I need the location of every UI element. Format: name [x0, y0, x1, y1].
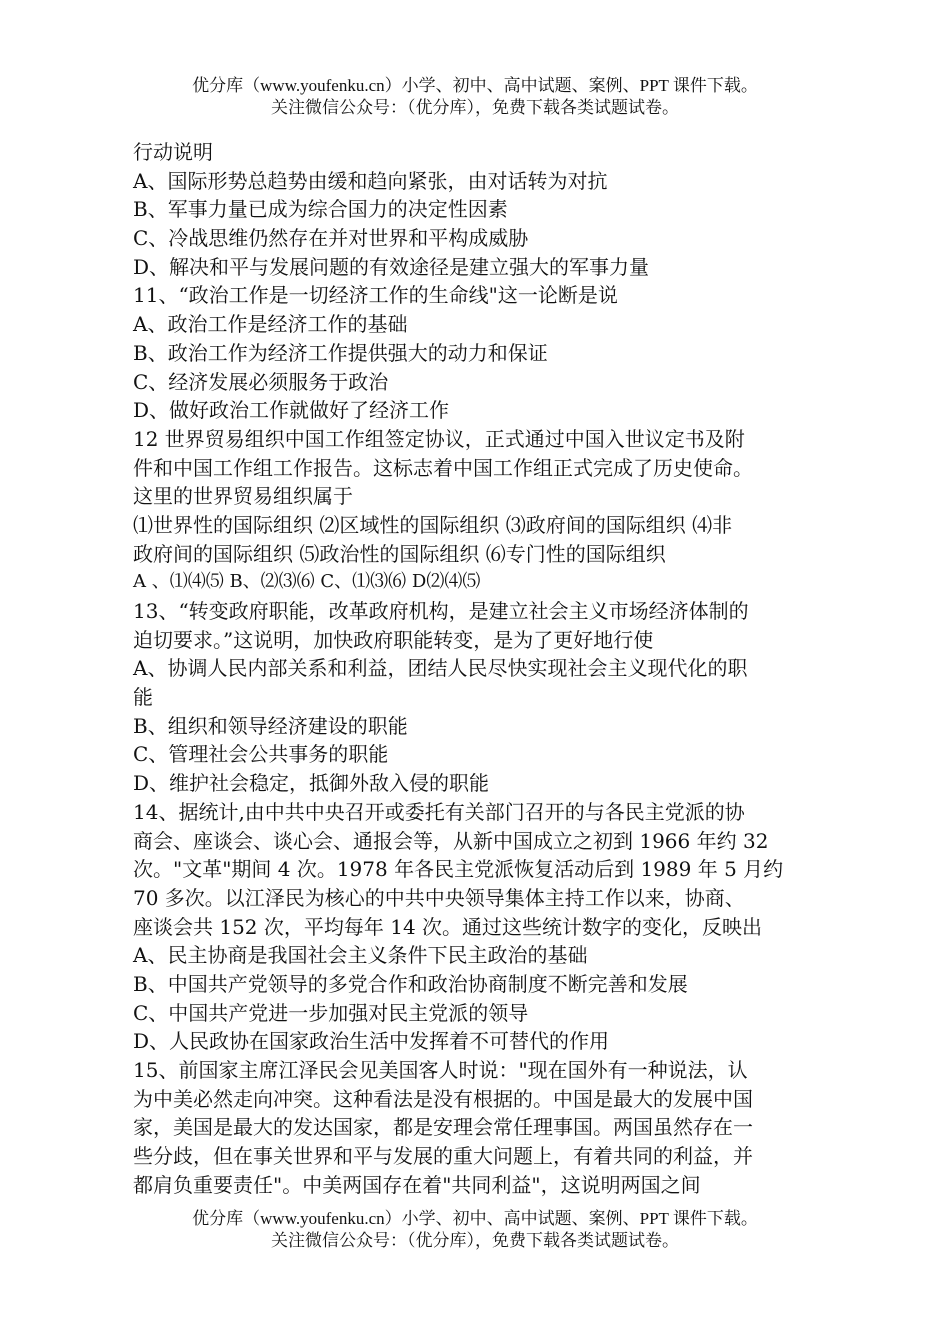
question-line: 商会、座谈会、谈心会、通报会等，从新中国成立之初到 1966 年约 32 — [133, 828, 769, 853]
question-line: 政府间的国际组织 ⑸政治性的国际组织 ⑹专门性的国际组织 — [133, 541, 666, 566]
footer-line-2: 关注微信公众号：（优分库），免费下载各类试题试卷。 — [271, 1231, 679, 1250]
question-line: 14、据统计,由中共中央召开或委托有关部门召开的与各民主党派的协 — [133, 799, 745, 824]
text-line: 行动说明 — [133, 140, 213, 164]
option-line: 能 — [133, 685, 153, 710]
option-line: C、冷战思维仍然存在并对世界和平构成威胁 — [133, 226, 529, 251]
option-line: D、人民政协在国家政治生活中发挥着不可替代的作用 — [133, 1029, 610, 1054]
header-line-1: 优分库（www.youfenku.cn）小学、初中、高中试题、案例、PPT 课件下载。 — [192, 76, 758, 95]
page-footer — [0, 1208, 950, 1252]
question-line: 家，美国是最大的发达国家，都是安理会常任理事国。两国虽然存在一 — [133, 1115, 753, 1140]
question-line: 为中美必然走向冲突。这种看法是没有根据的。中国是最大的发展中国 — [133, 1086, 753, 1111]
option-line: B、政治工作为经济工作提供强大的动力和保证 — [133, 340, 548, 365]
question-line: 15、前国家主席江泽民会见美国客人时说："现在国外有一种说法，认 — [133, 1058, 748, 1082]
question-line: 迫切要求。”这说明，加快政府职能转变，是为了更好地行使 — [133, 627, 654, 652]
question-line: 些分歧，但在事关世界和平与发展的重大问题上，有着共同的利益，并 — [133, 1144, 753, 1169]
option-line: D、做好政治工作就做好了经济工作 — [133, 398, 450, 423]
document-body — [133, 138, 823, 1199]
option-line: B、中国共产党领导的多党合作和政治协商制度不断完善和发展 — [133, 971, 688, 996]
option-line: C、中国共产党进一步加强对民主党派的领导 — [133, 1000, 529, 1025]
question-line: 13、“转变政府职能，改革政府机构，是建立社会主义市场经济体制的 — [133, 599, 749, 623]
option-line: A、民主协商是我国社会主义条件下民主政治的基础 — [133, 943, 588, 968]
option-line: A、政治工作是经济工作的基础 — [133, 312, 408, 337]
question-line: 都肩负重要责任"。中美两国存在着"共同利益"，这说明两国之间 — [133, 1172, 701, 1197]
option-line: C、经济发展必须服务于政治 — [133, 369, 389, 394]
option-line: D、解决和平与发展问题的有效途径是建立强大的军事力量 — [133, 254, 650, 279]
question-line: 12 世界贸易组织中国工作组签定协议，正式通过中国入世议定书及附 — [133, 426, 745, 451]
question-line: 11、“政治工作是一切经济工作的生命线"这一论断是说 — [133, 283, 618, 308]
question-line: 这里的世界贸易组织属于 — [133, 484, 353, 509]
page-header — [0, 75, 950, 119]
footer-line-1: 优分库（www.youfenku.cn）小学、初中、高中试题、案例、PPT 课件下载。 — [192, 1209, 758, 1228]
option-line: B、军事力量已成为综合国力的决定性因素 — [133, 197, 508, 222]
option-line: B、组织和领导经济建设的职能 — [133, 713, 408, 738]
question-line: 70 多次。以江泽民为核心的中共中央领导集体主持工作以来，协商、 — [133, 885, 745, 910]
question-line: 件和中国工作组工作报告。这标志着中国工作组正式完成了历史使命。 — [133, 455, 753, 480]
option-line: A、国际形势总趋势由缓和趋向紧张，由对话转为对抗 — [133, 168, 608, 193]
option-line: A 、⑴⑷⑸ B、⑵⑶⑹ C、⑴⑶⑹ D⑵⑷⑸ — [133, 571, 481, 593]
question-line: 座谈会共 152 次，平均每年 14 次。通过这些统计数字的变化，反映出 — [133, 914, 763, 939]
option-line: C、管理社会公共事务的职能 — [133, 742, 389, 767]
header-line-2: 关注微信公众号：（优分库），免费下载各类试题试卷。 — [271, 98, 679, 117]
question-line: ⑴世界性的国际组织 ⑵区域性的国际组织 ⑶政府间的国际组织 ⑷非 — [133, 512, 733, 537]
option-line: D、维护社会稳定，抵御外敌入侵的职能 — [133, 771, 490, 796]
question-line: 次。"文革"期间 4 次。1978 年各民主党派恢复活动后到 1989 年 5 月约 — [133, 857, 784, 882]
option-line: A、协调人民内部关系和利益，团结人民尽快实现社会主义现代化的职 — [133, 656, 748, 681]
